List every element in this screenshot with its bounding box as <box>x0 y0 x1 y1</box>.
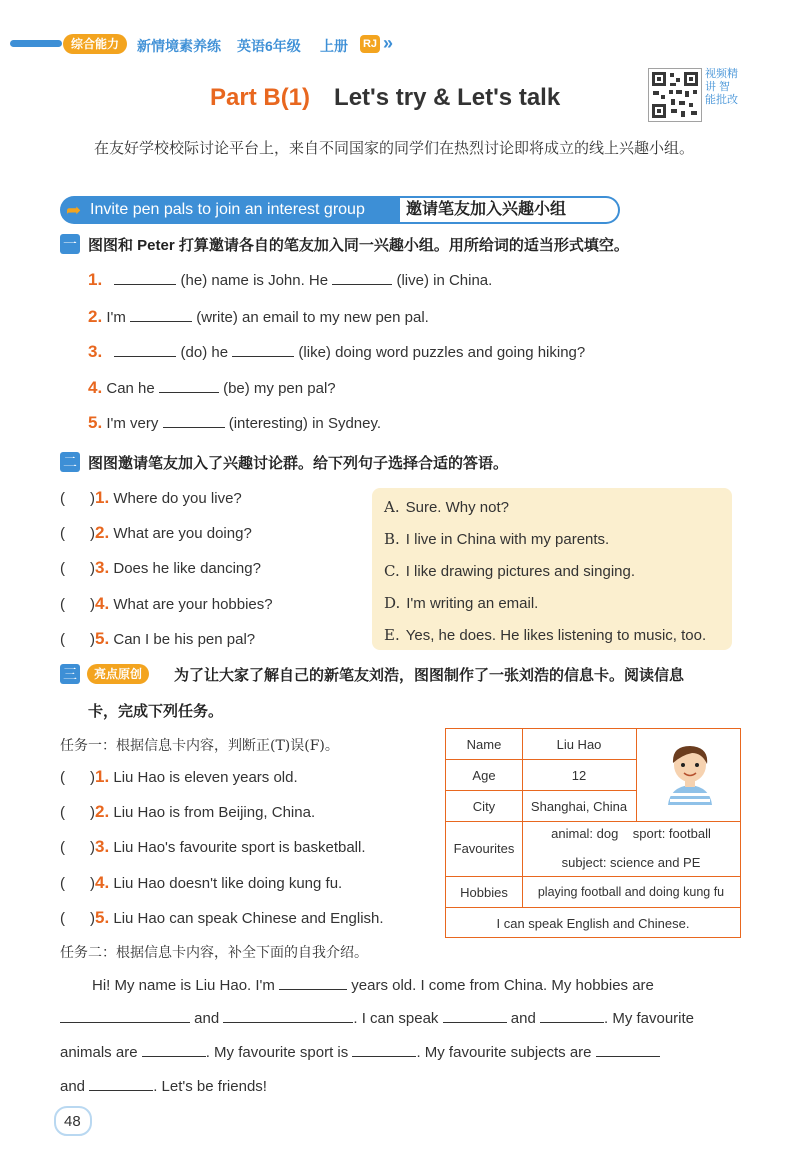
answer-blank[interactable] <box>142 1042 206 1057</box>
match-question-4 <box>60 594 273 614</box>
answer-paren[interactable]: ( ) <box>60 839 95 856</box>
option-letter: B. <box>384 530 400 548</box>
item-number: 2. <box>88 307 103 326</box>
passage-text: . My favourite <box>603 1010 695 1027</box>
boy-avatar-icon <box>662 741 718 805</box>
section-1-number: 一 <box>60 234 80 254</box>
brand-logo: 综合能力 <box>63 34 127 54</box>
answer-option-c <box>384 562 635 580</box>
answer-blank[interactable] <box>159 378 219 393</box>
item-number: 3. <box>88 342 103 361</box>
age-label: Age <box>472 768 496 783</box>
answer-blank[interactable] <box>279 975 347 990</box>
answer-paren[interactable]: ( ) <box>60 804 95 821</box>
item-number: 3. <box>95 837 110 856</box>
intro-paragraph: 在友好学校校际讨论平台上，来自不同国家的同学们在热烈讨论即将成立的线上兴趣小组。 <box>94 139 695 157</box>
chevron-right-icon: » <box>383 33 394 53</box>
passage-text: . I can speak <box>353 1010 439 1027</box>
qr-code-icon[interactable] <box>648 68 702 122</box>
passage-text: years old. I come from China. My hobbies are <box>351 977 654 994</box>
option-text: Sure. Why not? <box>405 499 509 516</box>
series-name: 新情境素养练 <box>137 38 221 54</box>
city-label: City <box>472 799 496 814</box>
answer-blank[interactable] <box>352 1042 416 1057</box>
answer-blank[interactable] <box>60 1008 190 1023</box>
match-question-2 <box>60 523 252 543</box>
item-number: 2. <box>95 802 110 821</box>
item-number: 1. <box>88 270 103 289</box>
section-2-instruction: 图图邀请笔友加入了兴趣讨论群。给下列句子选择合适的答语。 <box>88 455 509 472</box>
question-text: What are your hobbies? <box>113 596 273 613</box>
item-text: (he) name is John. He <box>180 272 329 289</box>
info-card <box>445 728 741 938</box>
page-number: 48 <box>64 1113 81 1130</box>
statement-text: Liu Hao's favourite sport is basketball. <box>113 839 366 856</box>
task-1-label: 任务一：根据信息卡内容，判断正(T)误(F)。 <box>60 738 339 754</box>
banner-english: Invite pen pals to join an interest group <box>60 196 400 224</box>
section-2-number: 二 <box>60 452 80 472</box>
statement-text: Liu Hao can speak Chinese and English. <box>113 910 384 927</box>
answer-paren[interactable]: ( ) <box>60 910 95 927</box>
passage-text: . My favourite subjects are <box>416 1044 592 1061</box>
fill-item-2 <box>88 307 429 327</box>
passage-text: animals are <box>60 1044 138 1061</box>
section-1-instruction: 图图和 Peter 打算邀请各自的笔友加入同一兴趣小组。用所给词的适当形式填空。 <box>88 237 629 254</box>
tf-item-1 <box>60 767 298 787</box>
part-label: Part B(1) <box>210 84 311 111</box>
item-text: (write) an email to my new pen pal. <box>196 309 429 326</box>
item-number: 3. <box>95 558 110 577</box>
passage-line-2 <box>60 1008 694 1027</box>
arrow-icon: ➦ <box>66 200 82 220</box>
answer-paren[interactable]: ( ) <box>60 631 95 648</box>
option-text: I live in China with my parents. <box>405 531 610 548</box>
item-text: Can he <box>106 380 155 397</box>
answer-paren[interactable]: ( ) <box>60 525 95 542</box>
edition-badge: RJ <box>360 35 380 53</box>
passage-line-1 <box>92 975 654 994</box>
match-question-1 <box>60 488 242 508</box>
passage-text: and <box>510 1010 536 1027</box>
fill-item-5 <box>88 413 381 433</box>
card-footer: I can speak English and Chinese. <box>496 916 690 931</box>
passage-text: and <box>60 1078 86 1095</box>
item-text: (be) my pen pal? <box>223 380 336 397</box>
answer-paren[interactable]: ( ) <box>60 769 95 786</box>
volume-label: 上册 <box>320 38 348 54</box>
item-number: 4. <box>88 378 103 397</box>
task-2-label: 任务二：根据信息卡内容，补全下面的自我介绍。 <box>60 945 368 961</box>
match-question-5 <box>60 629 255 649</box>
item-number: 5. <box>95 908 110 927</box>
answer-option-a <box>384 498 509 516</box>
answer-blank[interactable] <box>332 270 392 285</box>
original-badge: 亮点原创 <box>87 664 149 684</box>
item-number: 4. <box>95 594 110 613</box>
question-text: What are you doing? <box>113 525 252 542</box>
answer-paren[interactable]: ( ) <box>60 490 95 507</box>
favourites-label: Favourites <box>453 841 515 856</box>
statement-text: Liu Hao doesn't like doing kung fu. <box>113 875 343 892</box>
section-3-number: 三 <box>60 664 80 684</box>
statement-text: Liu Hao is from Beijing, China. <box>113 804 316 821</box>
fill-item-4 <box>88 378 336 398</box>
name-value: Liu Hao <box>556 737 602 752</box>
page-title <box>210 84 560 112</box>
option-text: I'm writing an email. <box>406 595 539 612</box>
item-text: I'm <box>106 309 126 326</box>
answer-option-e <box>384 626 706 644</box>
answer-option-b <box>384 530 609 548</box>
tf-item-3 <box>60 837 366 857</box>
item-text: (like) doing word puzzles and going hiking? <box>298 344 586 361</box>
passage-line-3 <box>60 1042 660 1061</box>
item-number: 4. <box>95 873 110 892</box>
city-value: Shanghai, China <box>530 799 628 814</box>
hobbies-label: Hobbies <box>460 885 508 900</box>
item-text: I'm very <box>106 415 159 432</box>
fill-item-3 <box>88 342 585 362</box>
answer-blank[interactable] <box>89 1076 153 1091</box>
section-3-instruction-1: 为了让大家了解自己的新笔友刘浩，图图制作了一张刘浩的信息卡。阅读信息 <box>174 667 685 684</box>
answer-paren[interactable]: ( ) <box>60 875 95 892</box>
answer-blank[interactable] <box>232 342 294 357</box>
item-number: 1. <box>95 488 110 507</box>
lesson-name: Let's try & Let's talk <box>334 84 561 111</box>
statement-text: Liu Hao is eleven years old. <box>113 769 298 786</box>
tf-item-4 <box>60 873 342 893</box>
item-number: 1. <box>95 767 110 786</box>
answer-blank[interactable] <box>443 1008 507 1023</box>
passage-text: . My favourite sport is <box>205 1044 349 1061</box>
passage-text: . Let's be friends! <box>153 1078 267 1095</box>
answer-paren[interactable]: ( ) <box>60 560 95 577</box>
item-number: 5. <box>88 413 103 432</box>
favourites-line-2: subject: science and PE <box>561 855 701 870</box>
subject-grade: 英语6年级 <box>237 38 301 54</box>
answer-blank[interactable] <box>163 413 225 428</box>
favourites-line-1: animal: dog sport: football <box>551 826 711 841</box>
answer-blank[interactable] <box>130 307 192 322</box>
question-text: Where do you live? <box>113 490 242 507</box>
qr-label: 视频精讲 智能批改 <box>705 68 738 106</box>
option-letter: A. <box>384 498 400 516</box>
section-banner <box>60 196 620 224</box>
option-text: Yes, he does. He likes listening to music, too. <box>405 627 707 644</box>
question-text: Does he like dancing? <box>113 560 261 577</box>
item-number: 2. <box>95 523 110 542</box>
item-text: (do) he <box>180 344 229 361</box>
name-label: Name <box>466 737 502 752</box>
item-text: (live) in China. <box>396 272 493 289</box>
answer-blank[interactable] <box>596 1042 660 1057</box>
banner-chinese: 邀请笔友加入兴趣小组 <box>400 196 620 224</box>
option-letter: D. <box>384 594 401 612</box>
option-letter: E. <box>384 626 400 644</box>
tf-item-2 <box>60 802 315 822</box>
question-text: Can I be his pen pal? <box>113 631 256 648</box>
match-question-3 <box>60 558 261 578</box>
answer-blank[interactable] <box>223 1008 353 1023</box>
item-number: 5. <box>95 629 110 648</box>
passage-line-4 <box>60 1076 267 1095</box>
header-bar <box>10 40 62 47</box>
answer-blank[interactable] <box>540 1008 604 1023</box>
option-letter: C. <box>384 562 400 580</box>
answer-option-d <box>384 594 538 612</box>
fill-item-1 <box>88 270 492 290</box>
tf-item-5 <box>60 908 384 928</box>
item-text: (interesting) in Sydney. <box>228 415 382 432</box>
answer-blank[interactable] <box>114 342 176 357</box>
hobbies-value: playing football and doing kung fu <box>537 885 725 899</box>
answer-blank[interactable] <box>114 270 176 285</box>
option-text: I like drawing pictures and singing. <box>405 563 636 580</box>
answer-paren[interactable]: ( ) <box>60 596 95 613</box>
passage-text: and <box>194 1010 220 1027</box>
section-3-instruction-2: 卡，完成下列任务。 <box>88 703 224 720</box>
passage-text: Hi! My name is Liu Hao. I'm <box>92 977 275 994</box>
age-value: 12 <box>571 768 587 783</box>
